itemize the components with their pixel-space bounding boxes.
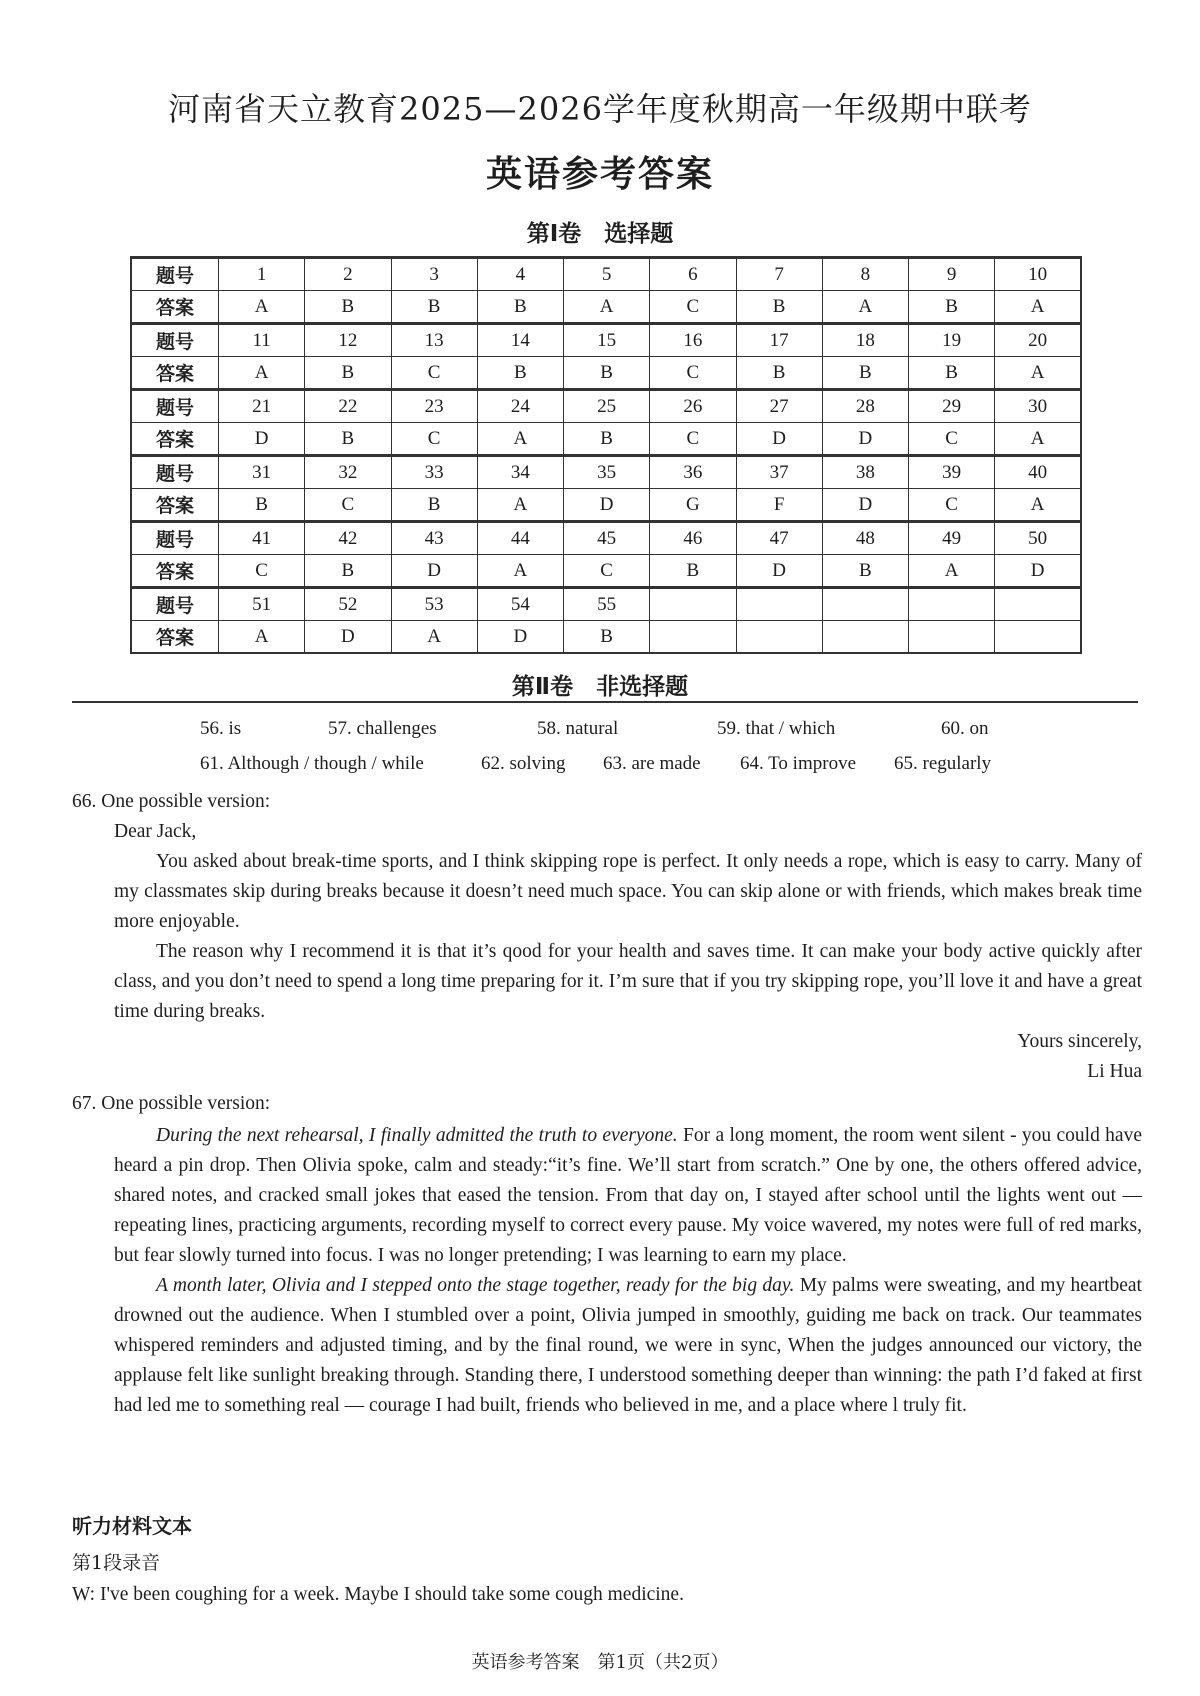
answer-cell: B — [564, 357, 650, 390]
answer-cell: D — [995, 555, 1081, 588]
answer-cell: A — [995, 291, 1081, 324]
answer-row — [131, 555, 1081, 588]
section-heading-part1: 第Ⅰ卷 选择题 — [526, 221, 674, 247]
row-label-question: 题号 — [131, 456, 219, 489]
fill-answer: 64. To improve — [740, 753, 857, 774]
question-number-cell: 40 — [995, 456, 1081, 489]
answer-row — [131, 423, 1081, 456]
answer-cell: B — [391, 291, 477, 324]
row-label-answer: 答案 — [131, 423, 219, 456]
question-number-cell: 39 — [909, 456, 995, 489]
answer-cell: D — [564, 489, 650, 522]
row-label-question: 题号 — [131, 258, 219, 291]
answer-cell — [909, 621, 995, 654]
row-label-answer: 答案 — [131, 357, 219, 390]
answer-cell: A — [219, 621, 305, 654]
answer-cell: B — [305, 357, 391, 390]
question-number-cell: 2 — [305, 258, 391, 291]
question-number-cell: 19 — [909, 324, 995, 357]
answer-cell: G — [650, 489, 736, 522]
listening-heading: 听力材料文本 — [72, 1514, 192, 1538]
question-number-cell: 51 — [219, 588, 305, 621]
answer-cell: B — [822, 555, 908, 588]
answer-cell: C — [650, 357, 736, 390]
question-number-cell — [736, 588, 822, 621]
letter-paragraph: You asked about break-time sports, and I think skipping rope is perfect. It only needs a rope, which is easy to carry. Many of my classmates skip during breaks because it doesn’t need much space. You can skip alone or with friends, which makes break time more enjoyable. — [114, 851, 1142, 932]
row-label-answer: 答案 — [131, 555, 219, 588]
answer-cell: D — [822, 423, 908, 456]
answer-cell: A — [477, 489, 563, 522]
fill-answer: 63. are made — [603, 753, 701, 774]
question-number-cell — [995, 588, 1081, 621]
question-number-cell: 23 — [391, 390, 477, 423]
answer-cell: C — [564, 555, 650, 588]
question-number-cell: 38 — [822, 456, 908, 489]
question-number-cell: 12 — [305, 324, 391, 357]
answer-cell: D — [822, 489, 908, 522]
story-text: For a long moment, the room went silent - you could have heard a pin drop. Then Olivia spoke, calm and steady:“it’s fine. We’ll start from scratch.” One by one, the others offered advice, shared notes, and cracked small jokes that eased the tension. From that day on, I stayed after school until the lights went out — repeating lines, practicing arguments, recording myself to correct every pause. My voice wavered, my notes were full of red marks, but fear slowly turned into focus. I was no longer pretending; I was learning to earn my place. — [114, 1125, 1142, 1266]
row-label-question: 题号 — [131, 324, 219, 357]
answer-cell: A — [391, 621, 477, 654]
answer-cell — [736, 621, 822, 654]
question-number-cell — [650, 588, 736, 621]
recording-line: W: I've been coughing for a week. Maybe I should take some cough medicine. — [72, 1584, 684, 1605]
answer-row — [131, 489, 1081, 522]
letter-paragraph: The reason why I recommend it is that it’s qood for your health and saves time. It can make your body active quickly after class, and you don’t need to spend a long time preparing for it. I’m sure that if you try skipping rope, you’ll love it and have a great time during breaks. — [114, 941, 1142, 1022]
question-number-cell: 53 — [391, 588, 477, 621]
question-number-cell: 44 — [477, 522, 563, 555]
question-number-row — [131, 324, 1081, 357]
answer-cell: B — [736, 357, 822, 390]
question-number-cell: 8 — [822, 258, 908, 291]
row-label-question: 题号 — [131, 588, 219, 621]
letter-signature: Li Hua — [1087, 1061, 1142, 1082]
answer-cell: B — [564, 621, 650, 654]
document-subtitle: 英语参考答案 — [485, 154, 714, 195]
question-number-cell: 20 — [995, 324, 1081, 357]
answer-cell: C — [650, 423, 736, 456]
story-lead-sentence: A month later, Olivia and I stepped onto the stage together, ready for the big day. — [156, 1275, 795, 1296]
row-label-question: 题号 — [131, 522, 219, 555]
question-number-cell: 10 — [995, 258, 1081, 291]
question-number-cell: 27 — [736, 390, 822, 423]
fill-answer: 65. regularly — [894, 753, 992, 774]
answer-cell: B — [477, 291, 563, 324]
exam-title: 河南省天立教育2025—2026学年度秋期高一年级期中联考 — [168, 90, 1032, 128]
question-number-cell: 43 — [391, 522, 477, 555]
question-number-cell — [822, 588, 908, 621]
answer-cell: A — [219, 291, 305, 324]
answer-table — [130, 256, 1082, 654]
answer-cell: D — [736, 423, 822, 456]
answer-cell: B — [909, 357, 995, 390]
question-number-cell: 30 — [995, 390, 1081, 423]
answer-cell: C — [391, 357, 477, 390]
question-number-cell: 21 — [219, 390, 305, 423]
question-number-cell: 9 — [909, 258, 995, 291]
answer-cell: D — [736, 555, 822, 588]
question-number-cell: 47 — [736, 522, 822, 555]
row-label-question: 题号 — [131, 390, 219, 423]
question-number-cell: 42 — [305, 522, 391, 555]
question-number-cell: 5 — [564, 258, 650, 291]
story-lead-sentence: During the next rehearsal, I finally admitted the truth to everyone. — [156, 1125, 678, 1146]
question-number-cell: 18 — [822, 324, 908, 357]
answer-cell — [650, 621, 736, 654]
question-number-cell: 15 — [564, 324, 650, 357]
answer-cell: B — [391, 489, 477, 522]
row-label-answer: 答案 — [131, 291, 219, 324]
question-number-cell: 31 — [219, 456, 305, 489]
answer-cell: B — [650, 555, 736, 588]
answer-cell: C — [305, 489, 391, 522]
fill-answer: 62. solving — [481, 753, 566, 774]
question-number-cell: 32 — [305, 456, 391, 489]
row-label-answer: 答案 — [131, 621, 219, 654]
answer-cell: C — [391, 423, 477, 456]
question-number-cell: 17 — [736, 324, 822, 357]
answer-cell: A — [219, 357, 305, 390]
question-number-cell: 34 — [477, 456, 563, 489]
question-number-cell: 45 — [564, 522, 650, 555]
question-number-cell: 48 — [822, 522, 908, 555]
answer-cell: A — [995, 489, 1081, 522]
q67-label: 67. One possible version: — [72, 1093, 271, 1114]
question-number-cell: 22 — [305, 390, 391, 423]
answer-cell: A — [909, 555, 995, 588]
question-number-cell: 3 — [391, 258, 477, 291]
fill-answer: 56. is — [200, 718, 242, 739]
answer-cell: A — [995, 357, 1081, 390]
question-number-cell: 35 — [564, 456, 650, 489]
answer-cell: B — [822, 357, 908, 390]
answer-cell: F — [736, 489, 822, 522]
question-number-cell: 26 — [650, 390, 736, 423]
answer-cell: C — [219, 555, 305, 588]
answer-cell: B — [736, 291, 822, 324]
question-number-cell: 24 — [477, 390, 563, 423]
question-number-cell: 16 — [650, 324, 736, 357]
q66-label: 66. One possible version: — [72, 791, 271, 812]
answer-cell: B — [219, 489, 305, 522]
fill-answer: 58. natural — [537, 718, 619, 739]
question-number-cell: 54 — [477, 588, 563, 621]
question-number-cell: 4 — [477, 258, 563, 291]
story-text: My palms were sweating, and my heartbeat drowned out the audience. When I stumbled over a point, Olivia jumped in smoothly, guiding me back on track. Our teammates whispered reminders and adjusted timing, and by the final round, we were in sync, When the judges announced our victory, the applause felt like sunlight breaking through. Standing there, I understood something deeper than winning: the path I’d faked at first had led me to something real — courage I had built, friends who believed in me, and a place where l truly fit. — [114, 1275, 1142, 1416]
answer-cell: A — [564, 291, 650, 324]
answer-cell: A — [477, 555, 563, 588]
question-number-cell: 52 — [305, 588, 391, 621]
answer-cell: D — [391, 555, 477, 588]
answer-cell: D — [477, 621, 563, 654]
question-number-cell: 7 — [736, 258, 822, 291]
answer-row — [131, 357, 1081, 390]
answer-row — [131, 291, 1081, 324]
answer-cell: B — [477, 357, 563, 390]
question-number-cell: 33 — [391, 456, 477, 489]
writing-answers — [72, 787, 1142, 1421]
answer-cell: B — [909, 291, 995, 324]
answer-cell: D — [219, 423, 305, 456]
recording-label: 第1段录音 — [72, 1552, 161, 1574]
letter-closing: Yours sincerely, — [1017, 1031, 1142, 1052]
question-number-row — [131, 390, 1081, 423]
fill-answer: 57. challenges — [328, 718, 437, 739]
answer-cell: C — [909, 423, 995, 456]
question-number-cell: 25 — [564, 390, 650, 423]
answer-cell: B — [305, 423, 391, 456]
story-paragraph — [72, 1121, 1142, 1271]
question-number-cell: 14 — [477, 324, 563, 357]
question-number-row — [131, 456, 1081, 489]
section-heading-part2: 第Ⅱ卷 非选择题 — [511, 674, 689, 700]
question-number-cell: 36 — [650, 456, 736, 489]
answer-cell — [822, 621, 908, 654]
answer-row — [131, 621, 1081, 654]
fill-answer: 59. that / which — [717, 718, 836, 739]
answer-cell: B — [564, 423, 650, 456]
question-number-cell — [909, 588, 995, 621]
question-number-cell: 11 — [219, 324, 305, 357]
divider-line — [72, 701, 1138, 703]
row-label-answer: 答案 — [131, 489, 219, 522]
answer-cell: C — [650, 291, 736, 324]
story-paragraph — [72, 1271, 1142, 1421]
question-number-cell: 46 — [650, 522, 736, 555]
question-number-row — [131, 522, 1081, 555]
answer-cell: A — [995, 423, 1081, 456]
question-number-cell: 28 — [822, 390, 908, 423]
question-number-cell: 13 — [391, 324, 477, 357]
answer-cell: C — [909, 489, 995, 522]
fill-answer: 60. on — [941, 718, 989, 739]
question-number-row — [131, 258, 1081, 291]
page-footer: 英语参考答案 第1页（共2页） — [471, 1652, 729, 1673]
question-number-cell: 50 — [995, 522, 1081, 555]
question-number-cell: 1 — [219, 258, 305, 291]
question-number-cell: 29 — [909, 390, 995, 423]
answer-cell: A — [822, 291, 908, 324]
question-number-cell: 49 — [909, 522, 995, 555]
answer-cell: A — [477, 423, 563, 456]
question-number-row — [131, 588, 1081, 621]
answer-cell — [995, 621, 1081, 654]
question-number-cell: 41 — [219, 522, 305, 555]
answer-cell: D — [305, 621, 391, 654]
answer-cell: B — [305, 555, 391, 588]
question-number-cell: 55 — [564, 588, 650, 621]
fill-answer: 61. Although / though / while — [200, 753, 424, 774]
answer-cell: B — [305, 291, 391, 324]
letter-greeting: Dear Jack, — [114, 821, 197, 842]
question-number-cell: 37 — [736, 456, 822, 489]
question-number-cell: 6 — [650, 258, 736, 291]
